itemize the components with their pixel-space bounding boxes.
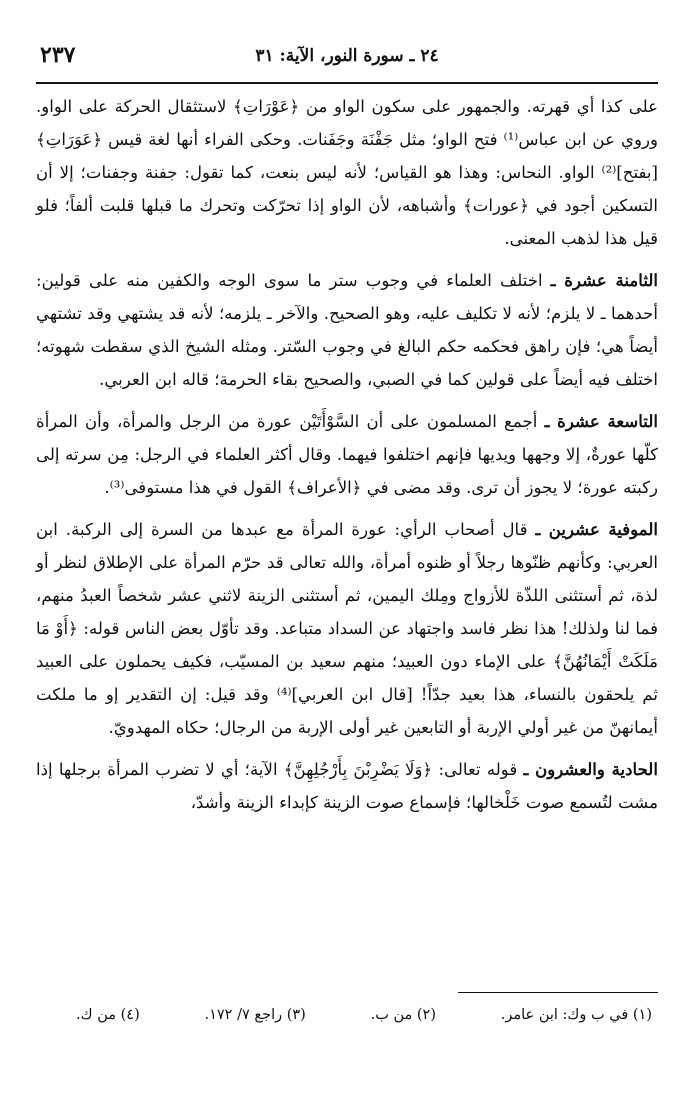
- paragraph-text: اختلف العلماء في وجوب ستر ما سوى الوجه والكفين منه على قولين: أحدهما ـ لا يلزم؛ لأنه لا تكليف عليه، وهو الصحيح. والآخر ـ يلزمه؛ لأنه قد يشتهي وقد تشتهي أيضاً هي؛ فإن راهق فحكمه حكم البالغ في وجوب السّتر. ومثله الشيخ الذي سقطت شهوته؛ اختلف فيه أيضاً على قولين كما في الصبي، والصحيح بقاء الحرمة؛ قاله ابن العربي.: [36, 271, 658, 389]
- paragraph-issue-21: [36, 753, 658, 819]
- footnote-line: [36, 1007, 658, 1023]
- page-header: [36, 40, 658, 84]
- footnotes: [36, 992, 658, 1023]
- issue-heading: الثامنة عشرة ـ: [550, 270, 658, 290]
- paragraph-issue-20: [36, 513, 658, 744]
- footnote-rule: [458, 992, 658, 993]
- paragraph-issue-19: [36, 405, 658, 504]
- page-body: [36, 90, 658, 819]
- paragraph-text: أجمع المسلمون على أن السَّوْأَتَيْن عورة من الرجل والمرأة، وأن المرأة كلّها عورةٌ، إلا وجهها ويديها فإنهم اختلفوا فيهما. وقال أكثر العلماء في الرجل: مِن سرته إلى ركبته عورة؛ لا يجوز أن ترى. وقد مضى في ﴿الأعراف﴾ القول في هذا مستوفى⁽³⁾.: [36, 412, 658, 497]
- paragraph-continuation: [36, 90, 658, 255]
- footnote-3: (٣) راجع ٧/ ١٧٢.: [204, 1007, 306, 1023]
- footnote-1: (١) في ب وك: ابن عامر.: [500, 1007, 652, 1023]
- paragraph-text: قال أصحاب الرأي: عورة المرأة مع عبدها من السرة إلى الركبة. ابن العربي: وكأنهم ظنّوها رجلاً أو ظنوه أمرأة، والله تعالى قد حرّم المرأة على الإطلاق لنظر أو لذة، ثم أستثنى اللذّة للأزواج ومِلك اليمين، ثم أستثنى الزينة لاثني عشر شخصاً العبدُ منهم، فما لنا ولذلك! هذا نظر فاسد واجتهاد عن السداد متباعد. وقد تأوّل بعض الناس قوله: ﴿أَوْ مَا مَلَكَتْ أَيْمَانُهُنَّ﴾ على الإماء دون العبيد؛ منهم سعيد بن المسيّب، فكيف يحملون على العبيد ثم يلحقون بالنساء، هذا بعيد جدّاً! [قال ابن العربي]⁽⁴⁾ وقد قيل: إن التقدير إو ما ملكت أيمانهنّ من غير أولي الإربة أو التابعين غير أولى الإربة من الرجال؛ حكاه المهدويّ.: [36, 520, 659, 737]
- issue-heading: الحادية والعشرون ـ: [523, 759, 658, 779]
- issue-heading: التاسعة عشرة ـ: [544, 411, 658, 431]
- running-title: ٢٤ ـ سورة النور، الآية: ٣١: [255, 46, 439, 66]
- page-number: ٢٣٧: [40, 42, 76, 68]
- paragraph-issue-18: [36, 264, 658, 396]
- paragraph-text: قوله تعالى: ﴿وَلَا يَضْرِبْنَ بِأَرْجُلِهِنَّ﴾ الآية؛ أي لا تضرب المرأة برجلها إذا مشت لتُسمع صوت خَلْخالها؛ فإسماع صوت الزينة كإبداء الزينة وأشدّ،: [36, 760, 658, 812]
- footnote-4: (٤) من ك.: [76, 1007, 140, 1023]
- paragraph-text: على كذا أي قهرته. والجمهور على سكون الواو من ﴿عَوْرَاتِ﴾ لاستثقال الحركة على الواو. وروي عن ابن عباس⁽¹⁾ فتح الواو؛ مثل جَفْنَة وجَفَنات. وحكى الفراء أنها لغة قيس ﴿عَوَرَاتِ﴾ [بفتح]⁽²⁾ الواو. النحاس: وهذا هو القياس؛ لأنه ليس بنعت، كما تقول: جفنة وجفنات؛ إلا أن التسكين أجود في ﴿عورات﴾ وأشباهه، لأن الواو إذا تحرّكت وتحرك ما قبلها قلبت ألفاً؛ فلو قيل هذا لذهب المعنى.: [36, 97, 658, 248]
- issue-heading: الموفية عشرين ـ: [535, 519, 658, 539]
- footnote-2: (٢) من ب.: [370, 1007, 437, 1023]
